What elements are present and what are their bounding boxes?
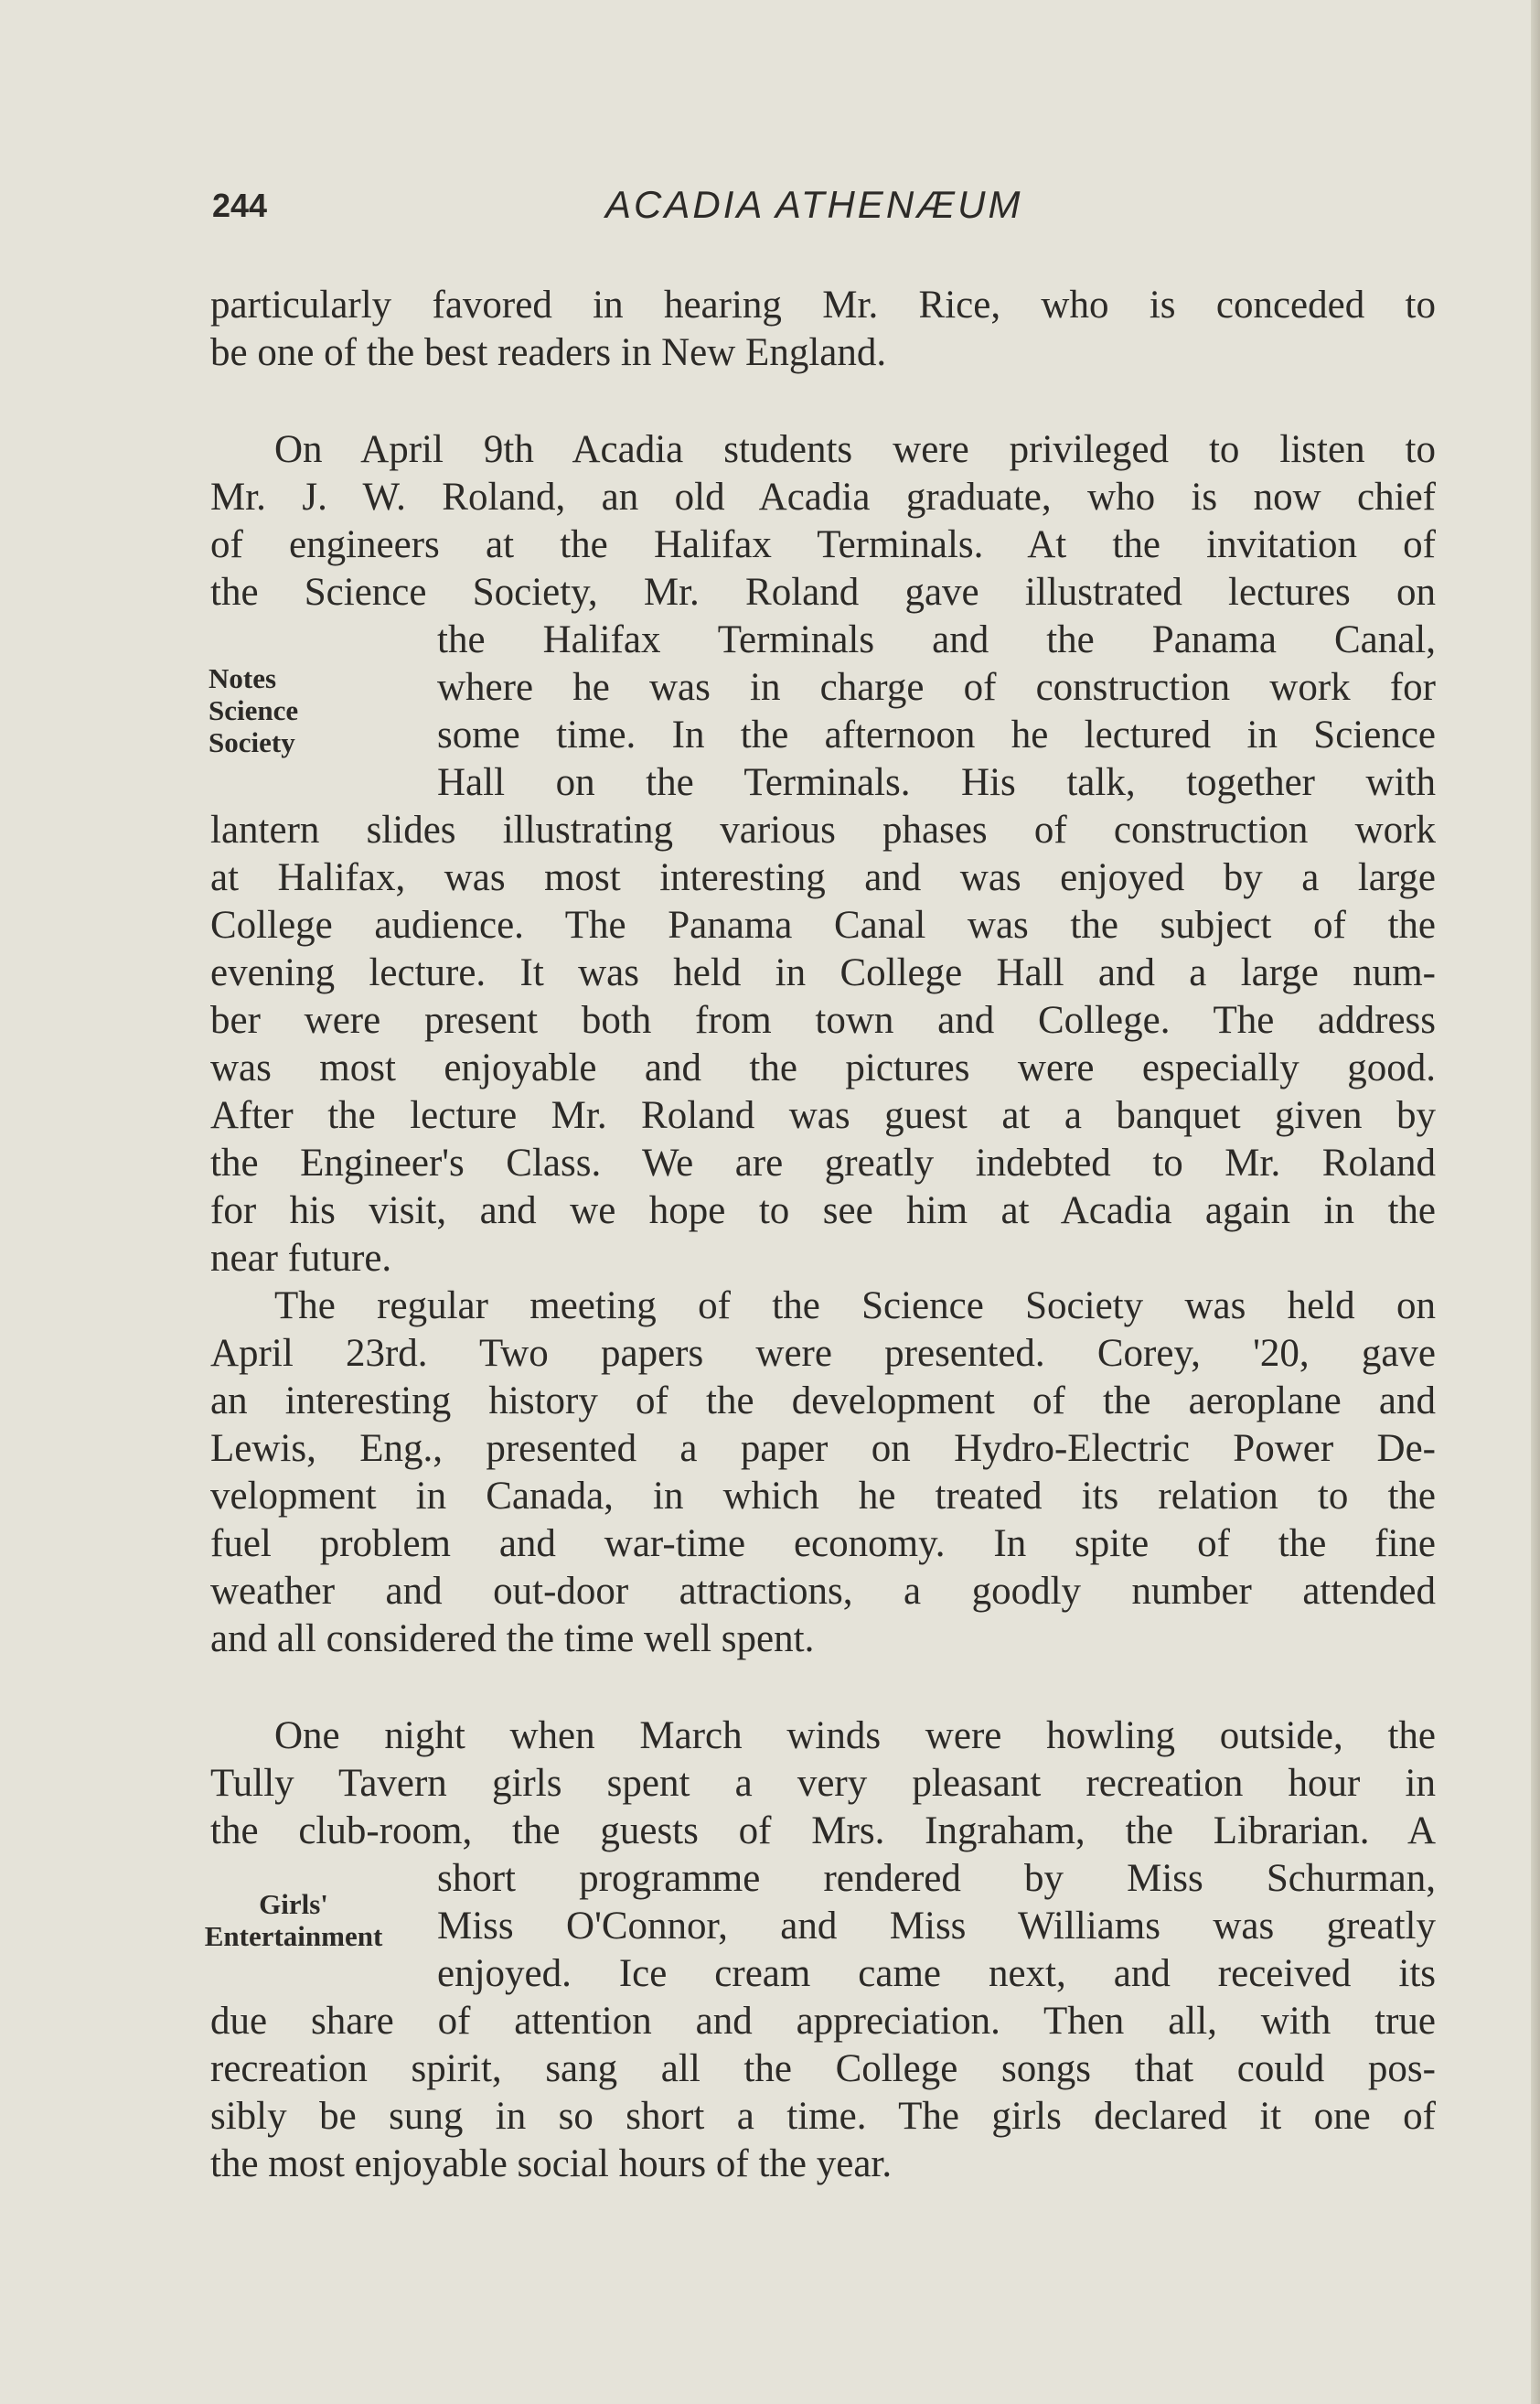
text-line: fuel problem and war-time economy. In spite of the fine [210, 1522, 1436, 1565]
text-line: short programme rendered by Miss Schurman, [437, 1857, 1436, 1900]
text-line: sibly be sung in so short a time. The girls declared it one of [210, 2095, 1436, 2138]
page-number: 244 [212, 187, 268, 224]
sidenote-line: Girls' [259, 1888, 328, 1920]
text-line: recreation spirit, sang all the College songs that could pos- [210, 2047, 1436, 2090]
text-line: ber were present both from town and College. The address [210, 999, 1436, 1042]
text-line: the most enjoyable social hours of the year. [210, 2142, 893, 2185]
text-line: velopment in Canada, in which he treated its relation to the [210, 1475, 1436, 1518]
text-line: where he was in charge of construction work for [437, 666, 1436, 709]
sidenote-science-society [209, 662, 298, 758]
text-line: One night when March winds were howling outside, the [274, 1714, 1436, 1757]
text-line: due share of attention and appreciation. Then all, with true [210, 2000, 1436, 2043]
sidenote-line: Notes [209, 662, 277, 694]
sidenote-girls-entertainment [179, 1888, 408, 1952]
text-line: evening lecture. It was held in College Hall and a large num- [210, 951, 1436, 994]
text-line: was most enjoyable and the pictures were especially good. [210, 1046, 1436, 1089]
text-line: Lewis, Eng., presented a paper on Hydro-Electric Power De- [210, 1427, 1436, 1470]
sidenote-line: Entertainment [204, 1920, 383, 1952]
sidenote-line: Society [209, 726, 295, 758]
text-line: at Halifax, was most interesting and was enjoyed by a large [210, 856, 1436, 899]
text-line: the club-room, the guests of Mrs. Ingraham, the Librarian. A [210, 1809, 1436, 1852]
text-line: April 23rd. Two papers were presented. Corey, '20, gave [210, 1332, 1436, 1375]
text-line: weather and out-door attractions, a goodly number attended [210, 1570, 1436, 1613]
text-line: be one of the best readers in New England. [210, 331, 887, 374]
text-line: the Science Society, Mr. Roland gave illustrated lectures on [210, 571, 1436, 614]
text-line: the Engineer's Class. We are greatly indebted to Mr. Roland [210, 1142, 1436, 1185]
text-line: On April 9th Acadia students were privileged to listen to [274, 428, 1436, 471]
page-header [212, 183, 1438, 238]
text-line: lantern slides illustrating various phases of construction work [210, 809, 1436, 852]
text-line: particularly favored in hearing Mr. Rice, who is conceded to [210, 284, 1436, 327]
text-line: the Halifax Terminals and the Panama Canal, [437, 618, 1436, 661]
running-title: ACADIA ATHENÆUM [605, 183, 1023, 226]
text-line: The regular meeting of the Science Society was held on [274, 1284, 1436, 1327]
text-line: enjoyed. Ice cream came next, and received its [437, 1952, 1436, 1995]
text-line: near future. [210, 1237, 392, 1280]
page-edge [1531, 0, 1540, 2404]
text-line: of engineers at the Halifax Terminals. At the invitation of [210, 523, 1436, 566]
text-line: College audience. The Panama Canal was the subject of the [210, 904, 1436, 947]
text-line: for his visit, and we hope to see him at Acadia again in the [210, 1189, 1436, 1232]
text-line: some time. In the afternoon he lectured in Science [437, 714, 1436, 757]
text-line: After the lecture Mr. Roland was guest at a banquet given by [210, 1094, 1436, 1137]
text-line: and all considered the time well spent. [210, 1617, 815, 1660]
text-line: Mr. J. W. Roland, an old Acadia graduate, who is now chief [210, 476, 1436, 519]
text-line: Hall on the Terminals. His talk, together with [437, 761, 1436, 804]
sidenote-line: Science [209, 694, 299, 726]
text-line: an interesting history of the development of the aeroplane and [210, 1379, 1436, 1422]
text-line: Miss O'Connor, and Miss Williams was greatly [437, 1905, 1436, 1948]
text-line: Tully Tavern girls spent a very pleasant recreation hour in [210, 1762, 1436, 1805]
